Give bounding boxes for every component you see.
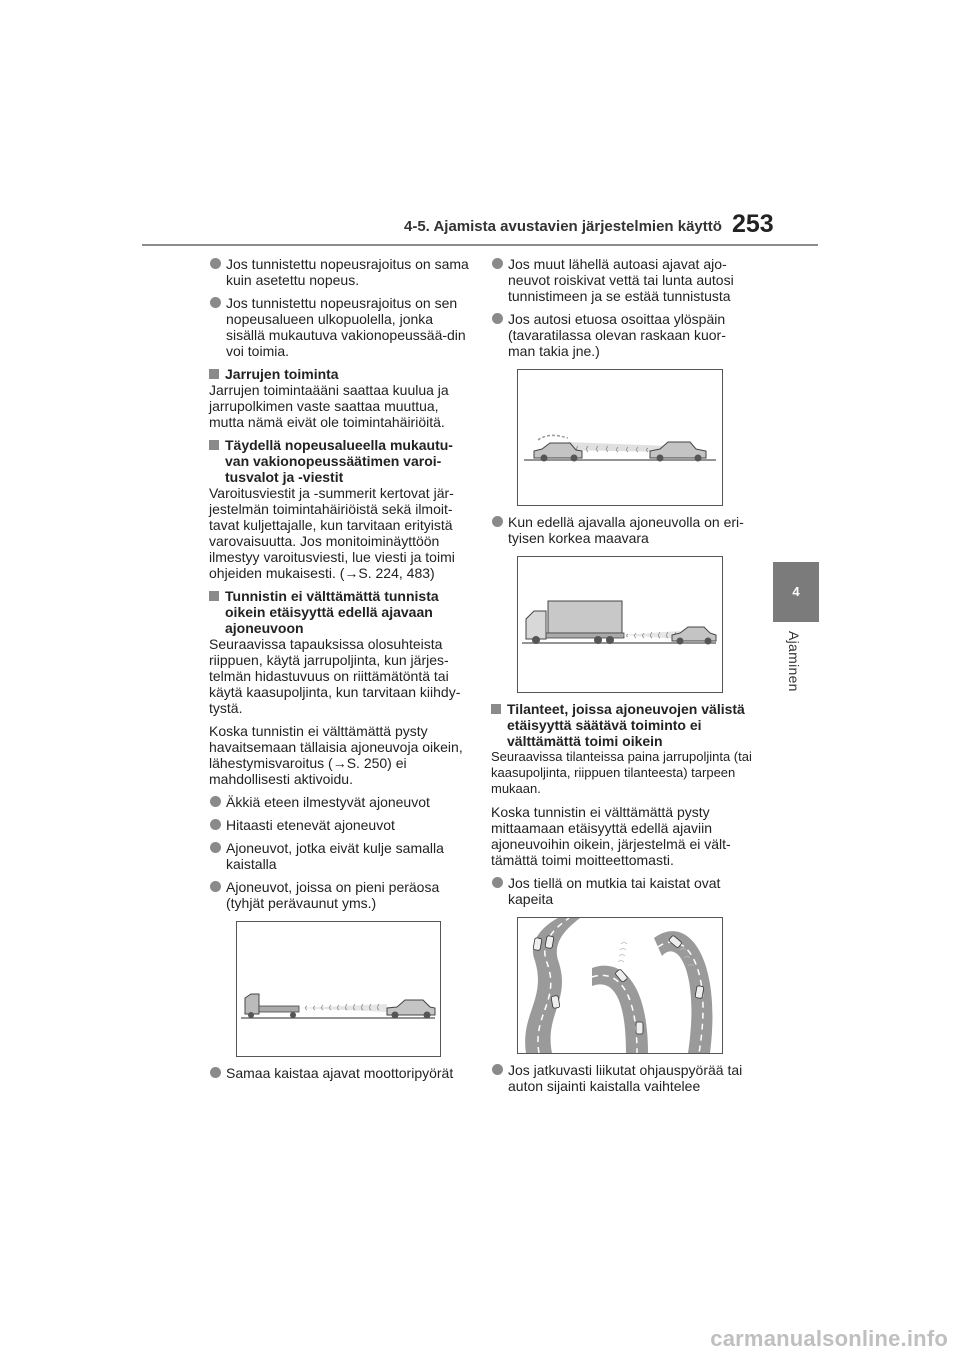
list-item: Samaa kaistaa ajavat moottoripyörät [209,1065,471,1081]
curved-road-illustration [517,917,723,1054]
high-clearance-illustration [517,556,723,693]
right-column [491,256,753,1101]
paragraph: Varoitusviestit ja -summerit kertovat jär-jestelmän toimintahäiriöistä sekä ilmoit-tavat kuljettajalle, kun tarvitaan erityistä varovaisuutta. Jos monitoiminäyttöön ilmestyy varoitusviesti, lue viesti ja toimi ohjeiden mukaisesti. (→S. 224, 483) [209,485,455,581]
subheading: Tunnistin ei välttämättä tunnista oikein etäisyyttä edellä ajavaan ajoneuvoon [209,588,471,636]
list-item: Jos autosi etuosa osoittaa ylöspäin (tavaratilassa olevan raskaan kuor-man takia jne.) [491,311,753,359]
subheading: Täydellä nopeusalueella mukautu-van vakionopeussäätimen varoi-tusvalot ja -viestit [209,437,471,485]
bullet-icon [492,258,503,269]
bullet-icon [210,819,221,830]
subheading: Jarrujen toiminta [209,366,471,382]
list-item: Äkkiä eteen ilmestyvät ajoneuvot [209,794,471,810]
bullet-icon [210,796,221,807]
bullet-icon [210,258,221,269]
bullet-icon [210,881,221,892]
list-item: Jos tiellä on mutkia tai kaistat ovat kapeita [491,875,753,907]
list-item: Ajoneuvot, jotka eivät kulje samalla kaistalla [209,840,471,872]
paragraph: Koska tunnistin ei välttämättä pysty mittaamaan etäisyyttä edellä ajaviin ajoneuvoihin oikein, järjestelmä ei vält-tämättä toimi moitteettomasti. [491,804,731,868]
trailer-illustration [236,921,441,1057]
list-item: Jos tunnistettu nopeusrajoitus on sama kuin asetettu nopeus. [209,256,471,288]
splash-illustration [517,369,723,506]
bullet-icon [210,842,221,853]
bullet-icon [492,877,503,888]
list-item: Jos jatkuvasti liikutat ohjauspyörää tai auton sijainti kaistalla vaihtelee [491,1062,753,1094]
bullet-icon [210,297,221,308]
chapter-tab[interactable]: 4 [773,562,819,622]
bullet-icon [210,1067,221,1078]
square-bullet-icon [209,591,219,601]
list-item: Kun edellä ajavalla ajoneuvolla on eri-tyisen korkea maavara [491,514,753,546]
bullet-icon [492,313,503,324]
square-bullet-icon [209,369,219,379]
left-column [209,256,471,1088]
bullet-icon [492,516,503,527]
page-number: 253 [732,210,774,238]
subheading: Tilanteet, joissa ajoneuvojen välistä etäisyyttä säätävä toiminto ei välttämättä toimi oikein [491,701,753,749]
list-item: Jos tunnistettu nopeusrajoitus on sen nopeusalueen ulkopuolella, jonka sisällä mukautuva vakionopeussää-din voi toimia. [209,295,471,359]
header-divider [142,244,818,246]
section-title: 4-5. Ajamista avustavien järjestelmien käyttö [404,218,722,235]
square-bullet-icon [209,440,219,450]
list-item: Hitaasti etenevät ajoneuvot [209,817,471,833]
paragraph: Jarrujen toimintaääni saattaa kuulua ja jarrupolkimen vaste saattaa muuttua, mutta nämä eivät ole toimintahäiriöitä. [209,382,449,430]
paragraph: Koska tunnistin ei välttämättä pysty havaitsemaan tällaisia ajoneuvoja oikein, lähestymisvaroitus (→S. 250) ei mahdollisesti aktivoidu. [209,723,463,787]
chapter-label: Ajaminen [786,631,802,692]
list-item: Jos muut lähellä autoasi ajavat ajo-neuvot roiskivat vettä tai lunta autosi tunnistimeen ja se estää tunnistusta [491,256,753,304]
paragraph: Seuraavissa tilanteissa paina jarrupoljinta (tai kaasupoljinta, riippuen tilanteesta) tarpeen mukaan. [491,749,752,796]
paragraph: Seuraavissa tapauksissa olosuhteista riippuen, käytä jarrupoljinta, kun järjes-telmän hidastuvuus on riittämätöntä tai käytä kaasupoljinta, kun tarvitaan kiihdy-tystä. [209,636,461,716]
list-item: Ajoneuvot, joissa on pieni peräosa (tyhjät perävaunut yms.) [209,879,471,911]
bullet-icon [492,1064,503,1075]
square-bullet-icon [491,704,501,714]
footer-watermark: carmanualsonline.info [710,1326,948,1351]
